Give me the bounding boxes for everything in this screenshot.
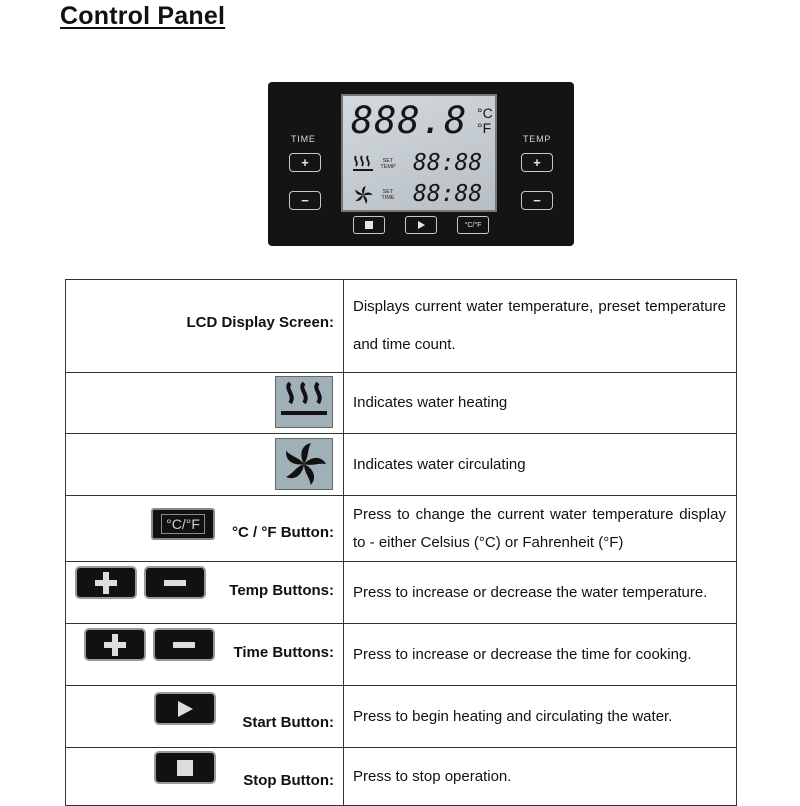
start-key [154,692,216,725]
cf-button-label: °C / °F Button: [232,524,334,541]
set-temp-digits: 88:88 [413,150,483,176]
label-cell [66,496,344,562]
time-minus-key [153,628,215,661]
plus-icon [104,634,126,656]
stop-square-icon [364,220,374,230]
temp-minus-key [144,566,206,599]
description-cell: Press to begin heating and circulating the water. [344,686,737,748]
set-temp-tag: SET TEMP [380,158,396,170]
description-cell: Displays current water temperature, preset temperature and time count. [344,280,737,373]
stop-button-label: Stop Button: [243,772,334,789]
description-cell: Press to increase or decrease the time for cooking. [344,624,737,686]
label-cell [66,562,344,624]
control-panel-device [268,82,574,246]
description-cell: Press to change the current water temperature display to - either Celsius (°C) or Fahrenheit (°F) [344,496,737,562]
water-heating-icon [275,376,333,428]
panel-start-button[interactable] [405,216,437,234]
play-triangle-icon [416,220,426,230]
description-cell: Press to stop operation. [344,748,737,806]
page-title: Control Panel [60,2,226,30]
stop-key [154,751,216,784]
cf-key-text: °C/°F [161,514,205,534]
play-triangle-icon [174,700,196,718]
set-time-digits: 88:88 [413,181,483,207]
table-row [66,686,737,748]
label-cell [66,280,344,373]
unit-celsius: °C [477,105,493,121]
temp-minus-button[interactable]: − [521,191,553,210]
control-description-table [65,279,737,806]
table-row [66,434,737,496]
temp-buttons-label: Temp Buttons: [229,582,334,599]
label-cell [66,373,344,434]
table-row [66,373,737,434]
lcd-display [341,94,497,212]
time-buttons-label: Time Buttons: [233,644,334,661]
heating-icon [352,154,374,174]
table-row [66,280,737,373]
description-cell: Indicates water circulating [344,434,737,496]
lcd-main-temperature: 888.8 [351,99,468,142]
table-row [66,496,737,562]
panel-cf-label: °C/°F [464,221,482,229]
time-minus-button[interactable]: − [289,191,321,210]
description-cell: Press to increase or decrease the water temperature. [344,562,737,624]
table-row [66,562,737,624]
lcd-display-label: LCD Display Screen: [186,314,334,331]
time-label: TIME [291,134,316,144]
panel-cf-button[interactable] [457,216,489,234]
table-row [66,748,737,806]
temp-plus-key [75,566,137,599]
temp-label: TEMP [523,134,552,144]
circulating-icon [352,184,374,206]
panel-stop-button[interactable] [353,216,385,234]
label-cell [66,686,344,748]
time-plus-button[interactable]: + [289,153,321,172]
label-cell [66,624,344,686]
lcd-units [477,106,493,136]
minus-icon [173,642,195,648]
set-time-tag: SET TIME [381,189,395,201]
label-cell [66,434,344,496]
unit-fahrenheit: °F [477,120,492,136]
start-button-label: Start Button: [242,714,334,731]
minus-icon [164,580,186,586]
cf-key-image [151,508,215,540]
water-circulating-icon [275,438,333,490]
temp-plus-button[interactable]: + [521,153,553,172]
time-plus-key [84,628,146,661]
stop-square-icon [175,758,195,778]
label-cell [66,748,344,806]
table-row [66,624,737,686]
description-cell: Indicates water heating [344,373,737,434]
plus-icon [95,572,117,594]
